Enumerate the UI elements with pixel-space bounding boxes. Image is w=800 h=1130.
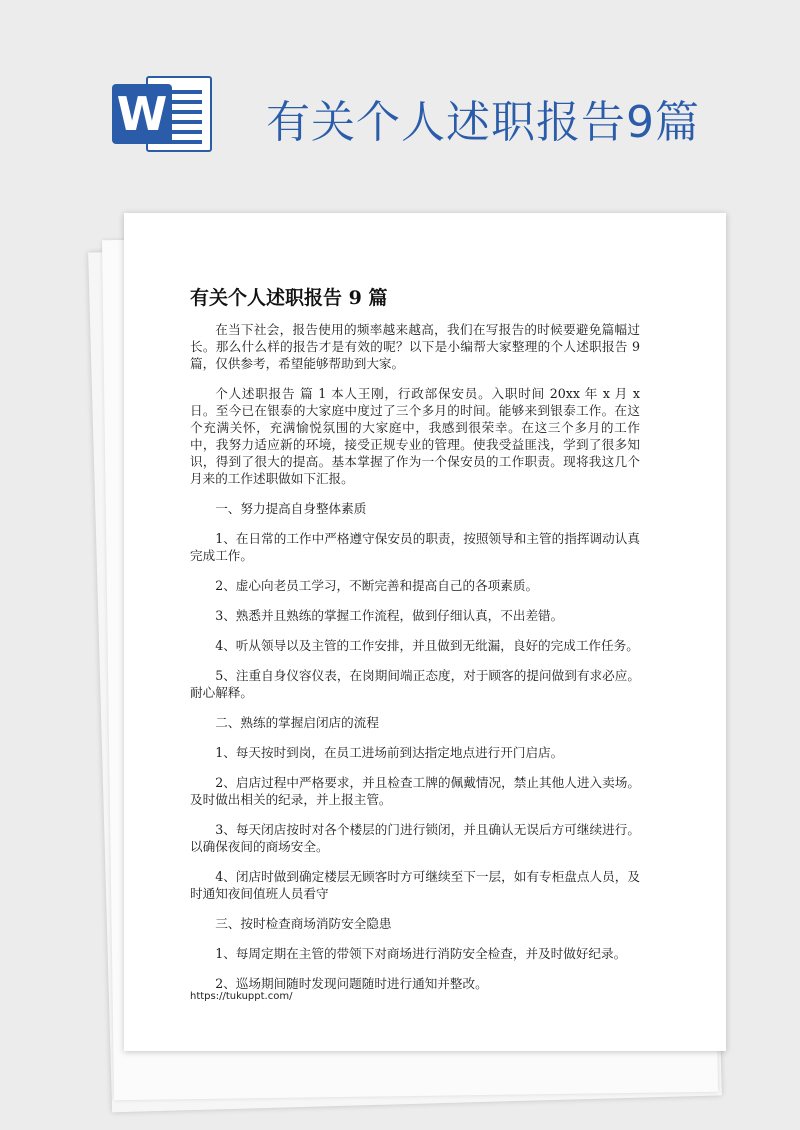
list-item: 1、每周定期在主管的带领下对商场进行消防安全检查，并及时做好纪录。 xyxy=(215,946,627,961)
list-item: 3、熟悉并且熟练的掌握工作流程，做到仔细认真，不出差错。 xyxy=(215,608,564,623)
section-heading: 二、熟练的掌握启闭店的流程 xyxy=(215,715,379,730)
list-item: 4、闭店时做到确定楼层无顾客时方可继续至下一层，如有专柜盘点人员，及时通知夜间值班人员看守 xyxy=(190,869,640,901)
paragraph: 个人述职报告 篇 1 本人王刚，行政部保安员。入职时间 20xx 年 x 月 x 日。至今已在银泰的大家庭中度过了三个多月的时间。能够来到银泰工作。在这个充满关怀，充满愉悦氛围的大家庭中，我感到很荣幸。在这三个多月的工作中，我努力适应新的环境，接受正规专业的管理。使我受益匪浅，学到了很多知识，得到了很大的提高。基本掌握了作为一个保安员的工作职责。现将我这几个月来的工作述职做如下汇报。 xyxy=(190,386,640,486)
list-item: 4、听从领导以及主管的工作安排，并且做到无纰漏，良好的完成工作任务。 xyxy=(215,638,639,653)
footer-url[interactable]: https://tukuppt.com/ xyxy=(190,991,293,1002)
document-page xyxy=(124,213,726,1051)
list-item: 2、启店过程中严格要求，并且检查工牌的佩戴情况，禁止其他人进入卖场。及时做出相关的纪录，并上报主管。 xyxy=(190,775,640,807)
banner xyxy=(0,0,800,200)
list-item: 1、每天按时到岗，在员工进场前到达指定地点进行开门启店。 xyxy=(215,745,564,760)
section-heading: 一、努力提高自身整体素质 xyxy=(215,501,367,516)
document-title: 有关个人述职报告 9 篇 xyxy=(190,287,388,309)
word-logo-letter: W xyxy=(112,84,172,144)
list-item: 5、注重自身仪容仪表，在岗期间端正态度，对于顾客的提问做到有求必应。耐心解释。 xyxy=(190,668,640,700)
list-item: 1、在日常的工作中严格遵守保安员的职责，按照领导和主管的指挥调动认真完成工作。 xyxy=(190,531,640,563)
section-heading: 三、按时检查商场消防安全隐患 xyxy=(215,916,392,931)
document-body xyxy=(190,321,640,1005)
paragraph: 在当下社会，报告使用的频率越来越高，我们在写报告的时候要避免篇幅过长。那么什么样的报告才是有效的呢？以下是小编帮大家整理的个人述职报告 9 篇，仅供参考，希望能够帮助到大家。 xyxy=(190,322,640,371)
list-item: 2、巡场期间随时发现问题随时进行通知并整改。 xyxy=(215,976,488,991)
list-item: 3、每天闭店按时对各个楼层的门进行锁闭，并且确认无误后方可继续进行。以确保夜间的商场安全。 xyxy=(190,822,640,854)
list-item: 2、虚心向老员工学习，不断完善和提高自己的各项素质。 xyxy=(215,578,539,593)
banner-title: 有关个人述职报告9篇 xyxy=(266,97,700,148)
word-icon xyxy=(112,72,214,156)
